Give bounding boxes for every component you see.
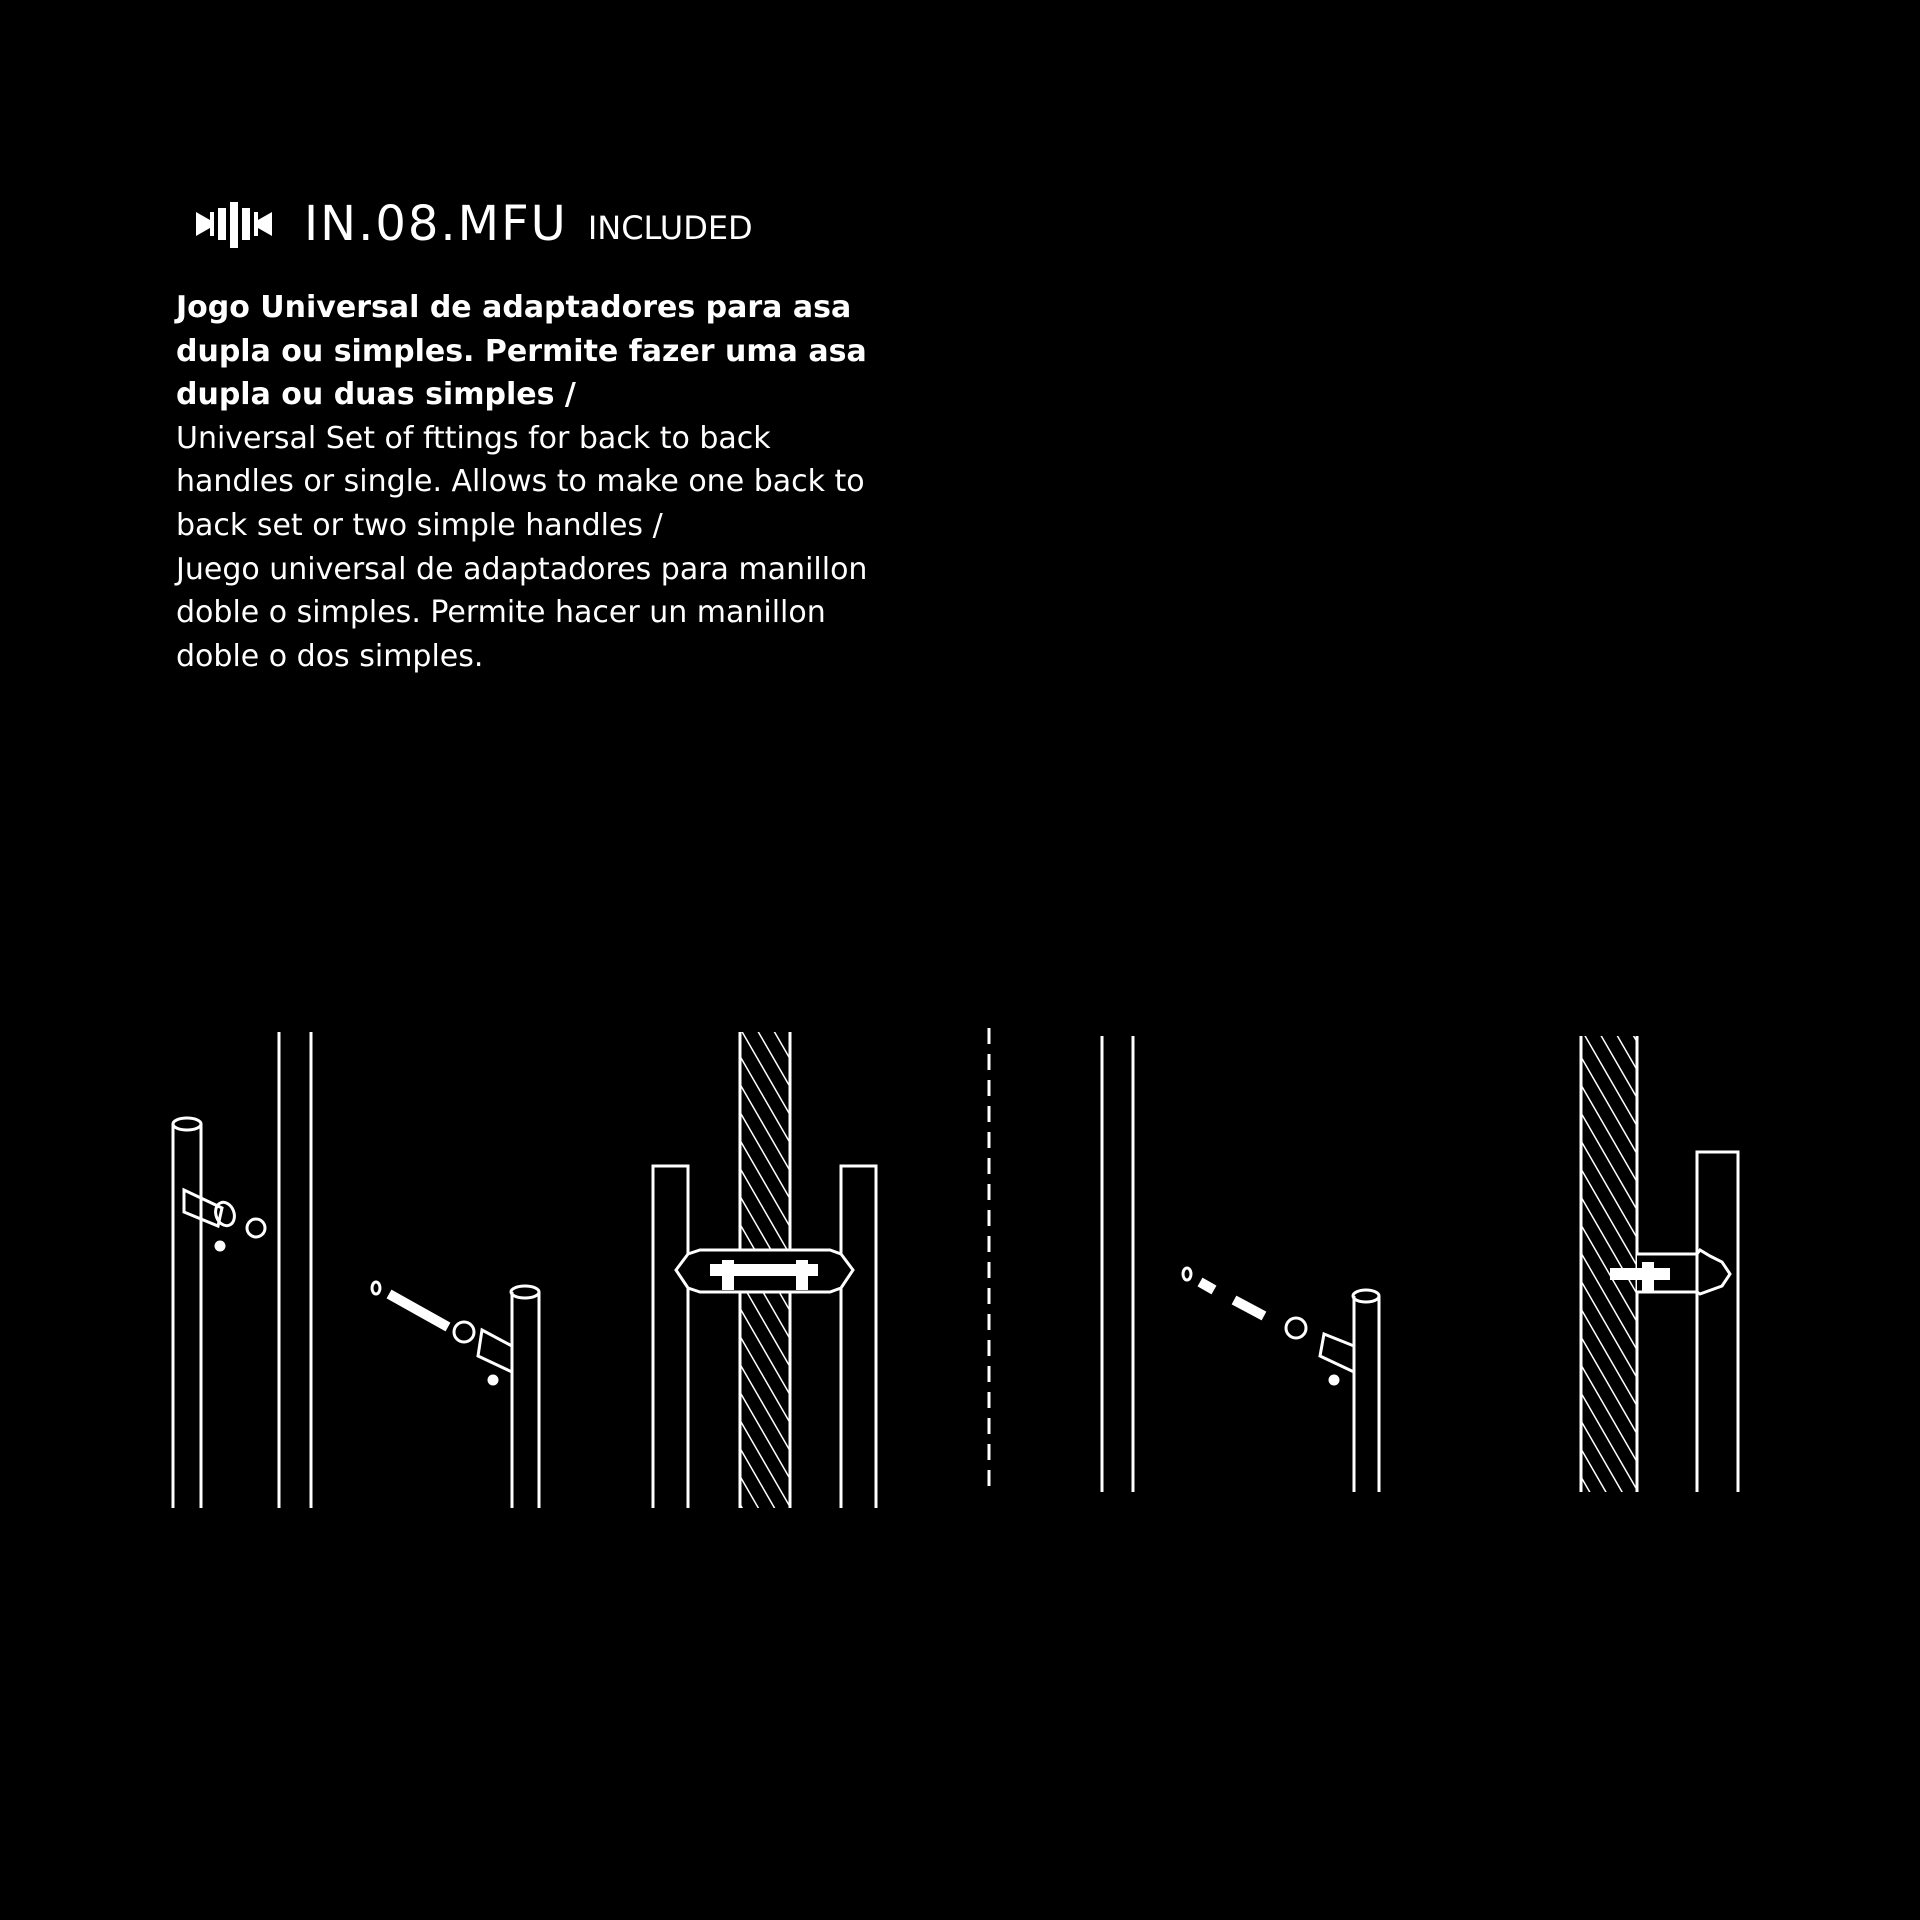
description-pt: Jogo Universal de adaptadores para asa dupla ou simples. Permite fazer uma asa dupla ou duas simples / bbox=[176, 290, 867, 413]
step-2-handle-exploded bbox=[372, 1282, 539, 1508]
description-es: Juego universal de adaptadores para manillon doble o simples. Permite hacer un manillon doble o dos simples. bbox=[176, 551, 868, 674]
product-code: IN.08.MFU bbox=[304, 196, 568, 252]
step-3-back-to-back-assembled bbox=[653, 1032, 876, 1508]
step-4-single-handle-exploded bbox=[1102, 1036, 1379, 1492]
step-5-single-handle-assembled bbox=[1581, 1036, 1738, 1492]
step-1-handle-exploded bbox=[173, 1032, 311, 1508]
included-tag: INCLUDED bbox=[587, 209, 753, 247]
description-en: Universal Set of fttings for back to back handles or single. Allows to make one back to back set or two simple handles / bbox=[176, 420, 865, 543]
